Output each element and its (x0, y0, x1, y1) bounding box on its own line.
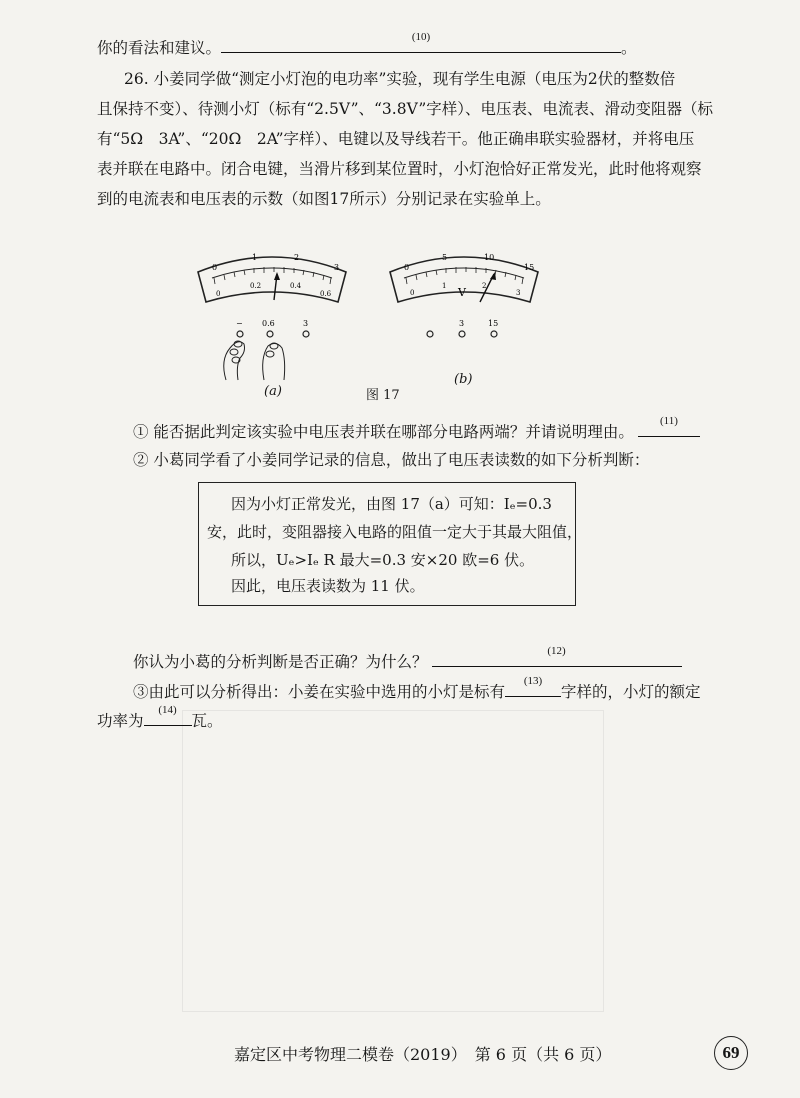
ammeter-terminal-label-0: − (236, 319, 243, 328)
blank-10[interactable] (221, 31, 621, 53)
sub-question-1-text: ① 能否据此判定该实验中电压表并联在哪部分电路两端？并请说明理由。 (133, 423, 634, 441)
ammeter-terminal-neg (237, 331, 243, 337)
analysis-line-1: 因为小灯正常发光，由图 17（a）可知：Iₑ=0.3 (231, 495, 552, 513)
blank-11[interactable] (638, 415, 700, 437)
question-line-3: 有“5Ω 3A”、“20Ω 2A”字样）、电键以及导线若干。他正确串联实验器材，并将电压 (97, 130, 695, 148)
voltmeter-bottom-tick-3: 3 (516, 289, 521, 297)
ammeter-top-tick-3: 3 (334, 263, 340, 272)
meters-drawing (190, 240, 550, 400)
ammeter-terminal-label-1: 0.6 (262, 319, 275, 328)
voltmeter-top-tick-2: 10 (484, 253, 495, 262)
blank-12-number: (12) (547, 645, 566, 657)
sub-question-1 (133, 415, 700, 443)
voltmeter-unit: V (458, 286, 466, 299)
figure-title: 图 17 (366, 388, 400, 403)
bleed-through-frame (182, 710, 604, 1012)
top-line-end: 。 (621, 39, 637, 57)
top-line-text: 你的看法和建议。 (97, 39, 222, 57)
figure-label-b: (b) (454, 372, 473, 387)
voltmeter-bottom-tick-0: 0 (410, 289, 415, 297)
analysis-line-3: 所以，Uₑ>Iₑ R 最大=0.3 安×20 欧=6 伏。 (231, 551, 535, 569)
hand-icon-right (263, 343, 285, 380)
sub-question-3-part-1: ③由此可以分析得出：小姜在实验中选用的小灯是标有 (133, 683, 506, 701)
blank-13-number: (13) (523, 675, 543, 687)
top-line (97, 31, 637, 59)
voltmeter-top-tick-3: 15 (524, 263, 535, 272)
ammeter-bottom-tick-1: 0.2 (250, 282, 262, 290)
question-line-4: 表并联在电路中。闭合电键，当滑片移到某位置时，小灯泡恰好正常发光，此时他将观察 (97, 160, 702, 178)
sub-question-3-part-4: 瓦。 (191, 712, 223, 730)
voltmeter-bottom-tick-1: 1 (442, 282, 447, 290)
voltmeter-terminal-label-2: 15 (488, 319, 499, 328)
figure-17 (190, 240, 550, 403)
ammeter-terminal-3 (303, 331, 309, 337)
voltmeter-bottom-tick-2: 2 (482, 282, 487, 290)
question-12-text: 你认为小葛的分析判断是否正确？为什么？ (133, 653, 428, 671)
analysis-line-4: 因此，电压表读数为 11 伏。 (231, 577, 425, 595)
hand-icon-left (224, 341, 245, 380)
ammeter-bottom-tick-0: 0 (216, 290, 221, 298)
sub-question-3-line-1 (133, 675, 701, 703)
sub-question-3-line-2 (97, 704, 223, 732)
voltmeter-terminal-15 (491, 331, 497, 337)
blank-14[interactable] (144, 704, 192, 726)
question-line-1: 26. 小姜同学做“测定小灯泡的电功率”实验，现有学生电源（电压为2伏的整数倍 (124, 70, 676, 88)
ammeter-top-tick-0: 0 (212, 263, 218, 272)
ammeter-top-tick-2: 2 (294, 253, 300, 262)
voltmeter-top-tick-1: 5 (442, 253, 448, 262)
question-line-5: 到的电流表和电压表的示数（如图17所示）分别记录在实验单上。 (97, 190, 551, 208)
sub-question-3-part-2: 字样的，小灯的额定 (561, 683, 701, 701)
ammeter-bottom-tick-3: 0.6 (320, 290, 332, 298)
blank-14-number: (14) (158, 704, 177, 716)
question-12 (133, 645, 682, 673)
analysis-box (198, 482, 583, 606)
page-mark: 69 (714, 1036, 748, 1070)
ammeter-bottom-tick-2: 0.4 (290, 282, 302, 290)
blank-12[interactable] (432, 645, 682, 667)
blank-10-number: (10) (411, 31, 431, 43)
ammeter-terminal-06 (267, 331, 273, 337)
analysis-line-2: 安，此时，变阻器接入电路的阻值一定大于其最大阻值， (207, 523, 583, 541)
figure-label-a: (a) (264, 384, 282, 399)
blank-13[interactable] (505, 675, 561, 697)
voltmeter-terminal-3 (459, 331, 465, 337)
voltmeter-terminal-label-1: 3 (459, 319, 465, 328)
blank-11-number: (11) (659, 415, 678, 427)
sub-question-3-part-3: 功率为 (97, 712, 144, 730)
question-line-2: 且保持不变）、待测小灯（标有“2.5V”、“3.8V”字样）、电压表、电流表、滑动变阻器（标 (97, 100, 714, 118)
voltmeter-top-tick-0: 0 (404, 263, 410, 272)
voltmeter-terminal-neg (427, 331, 433, 337)
sub-question-2: ② 小葛同学看了小姜同学记录的信息，做出了电压表读数的如下分析判断： (133, 451, 650, 469)
ammeter-top-tick-1: 1 (252, 253, 258, 262)
page-footer: 嘉定区中考物理二模卷（2019） 第 6 页（共 6 页） (234, 1045, 612, 1064)
ammeter-terminal-label-2: 3 (303, 319, 309, 328)
